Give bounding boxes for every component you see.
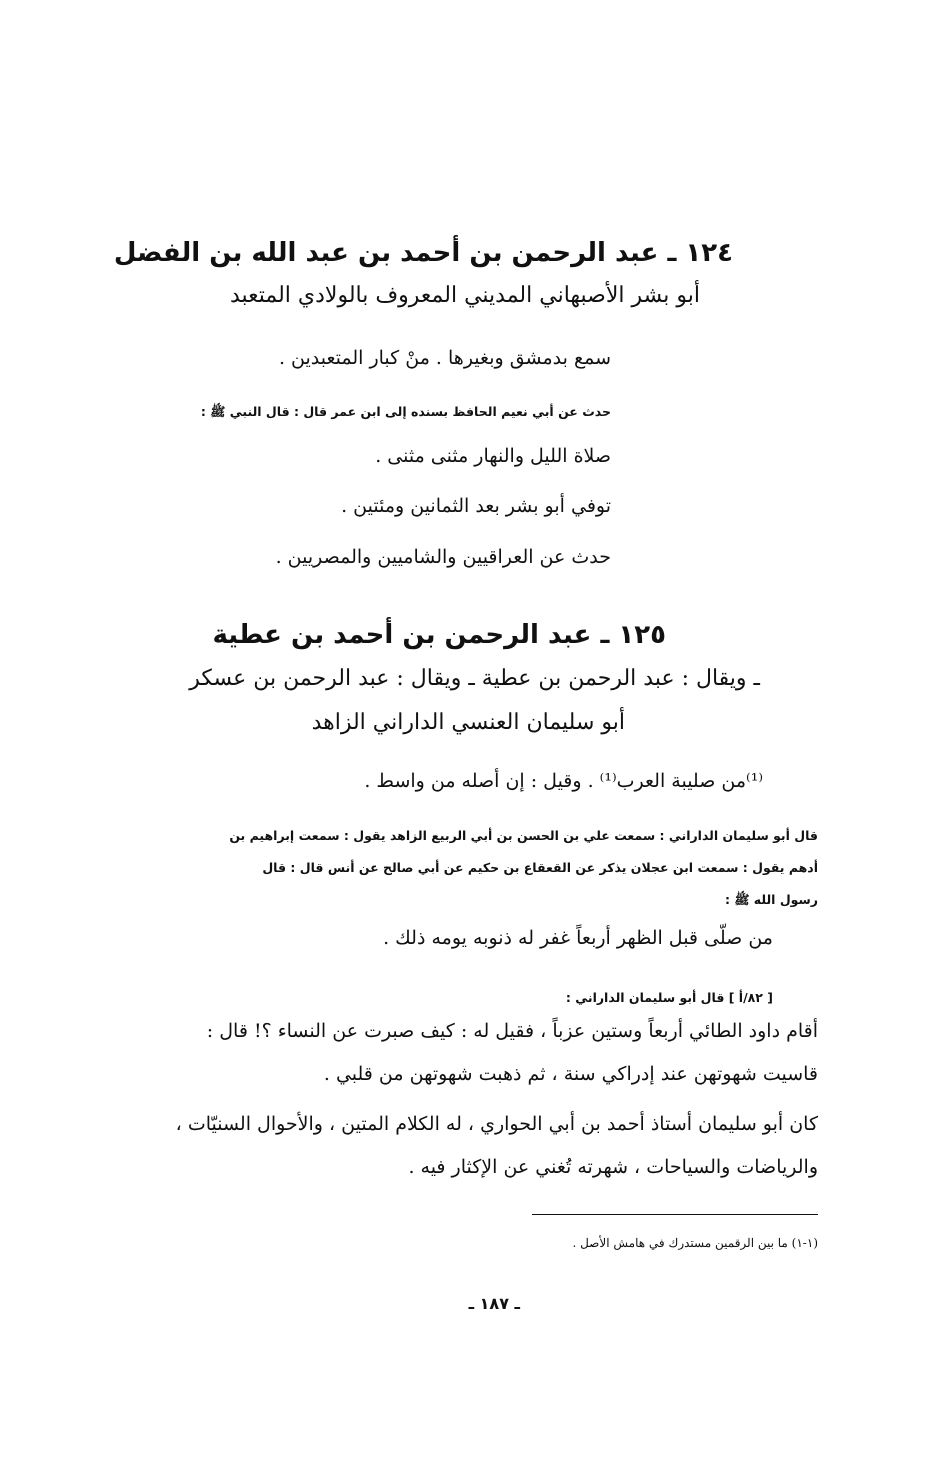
- entry-125-isnad-1: قال أبو سليمان الداراني : سمعت علي بن الحسن بن أبي الربيع الزاهد يقول : سمعت إبراهيم بن: [229, 828, 818, 843]
- entry-125-alt-names: ـ ويقال : عبد الرحمن بن عطية ـ ويقال : عبد الرحمن بن عسكر: [189, 666, 760, 691]
- entry-125-origin: ⁽¹⁾من صليبة العرب⁽¹⁾ . وقيل : إن أصله من واسط .: [364, 770, 763, 792]
- entry-125-isnad-2: أدهم يقول : سمعت ابن عجلان يذكر عن القعقاع بن حكيم عن أبي صالح عن أنس قال : قال: [262, 860, 818, 875]
- entry-124-isnad: حدث عن أبي نعيم الحافظ بسنده إلى ابن عمر قال : قال النبي ﷺ :: [200, 404, 611, 419]
- entry-125-folio-note: [ ٨٢/أ ] قال أبو سليمان الداراني :: [565, 990, 773, 1005]
- page-number: ـ ١٨٧ ـ: [468, 1294, 520, 1313]
- entry-125-story-1: أقام داود الطائي أربعاً وستين عزباً ، فقيل له : كيف صبرت عن النساء ؟! قال :: [206, 1020, 818, 1042]
- entry-125-paragraph-1: كان أبو سليمان أستاذ أحمد بن أبي الحواري ، له الكلام المتين ، والأحوال السنيّات ،: [175, 1113, 818, 1135]
- footnote-separator: [532, 1214, 818, 1215]
- entry-125-paragraph-2: والرياضات والسياحات ، شهرته تُغني عن الإكثار فيه .: [408, 1156, 818, 1178]
- footnote: (١-١) ما بين الرقمين مستدرك في هامش الأصل .: [572, 1236, 818, 1250]
- entry-125-kunya: أبو سليمان العنسي الداراني الزاهد: [311, 710, 625, 735]
- entry-125-heading: ١٢٥ ـ عبد الرحمن بن أحمد بن عطية: [212, 620, 666, 650]
- entry-125-hadith: من صلّى قبل الظهر أربعاً غفر له ذنوبه يومه ذلك .: [383, 927, 773, 949]
- entry-124-line-2: توفي أبو بشر بعد الثمانين ومئتين .: [341, 495, 611, 517]
- entry-124-line-3: حدث عن العراقيين والشاميين والمصريين .: [275, 546, 611, 568]
- entry-125-story-2: قاسيت شهوتهن عند إدراكي سنة ، ثم ذهبت شهوتهن من قلبي .: [323, 1063, 818, 1085]
- entry-124-line-1: سمع بدمشق وبغيرها . منْ كبار المتعبدين .: [278, 347, 611, 369]
- entry-124-heading: ١٢٤ ـ عبد الرحمن بن أحمد بن عبد الله بن الفضل: [113, 238, 733, 268]
- entry-124-subheading: أبو بشر الأصبهاني المديني المعروف بالولادي المتعبد: [229, 283, 700, 308]
- entry-125-isnad-3: رسول الله ﷺ :: [725, 892, 818, 907]
- entry-124-hadith: صلاة الليل والنهار مثنى مثنى .: [375, 445, 611, 467]
